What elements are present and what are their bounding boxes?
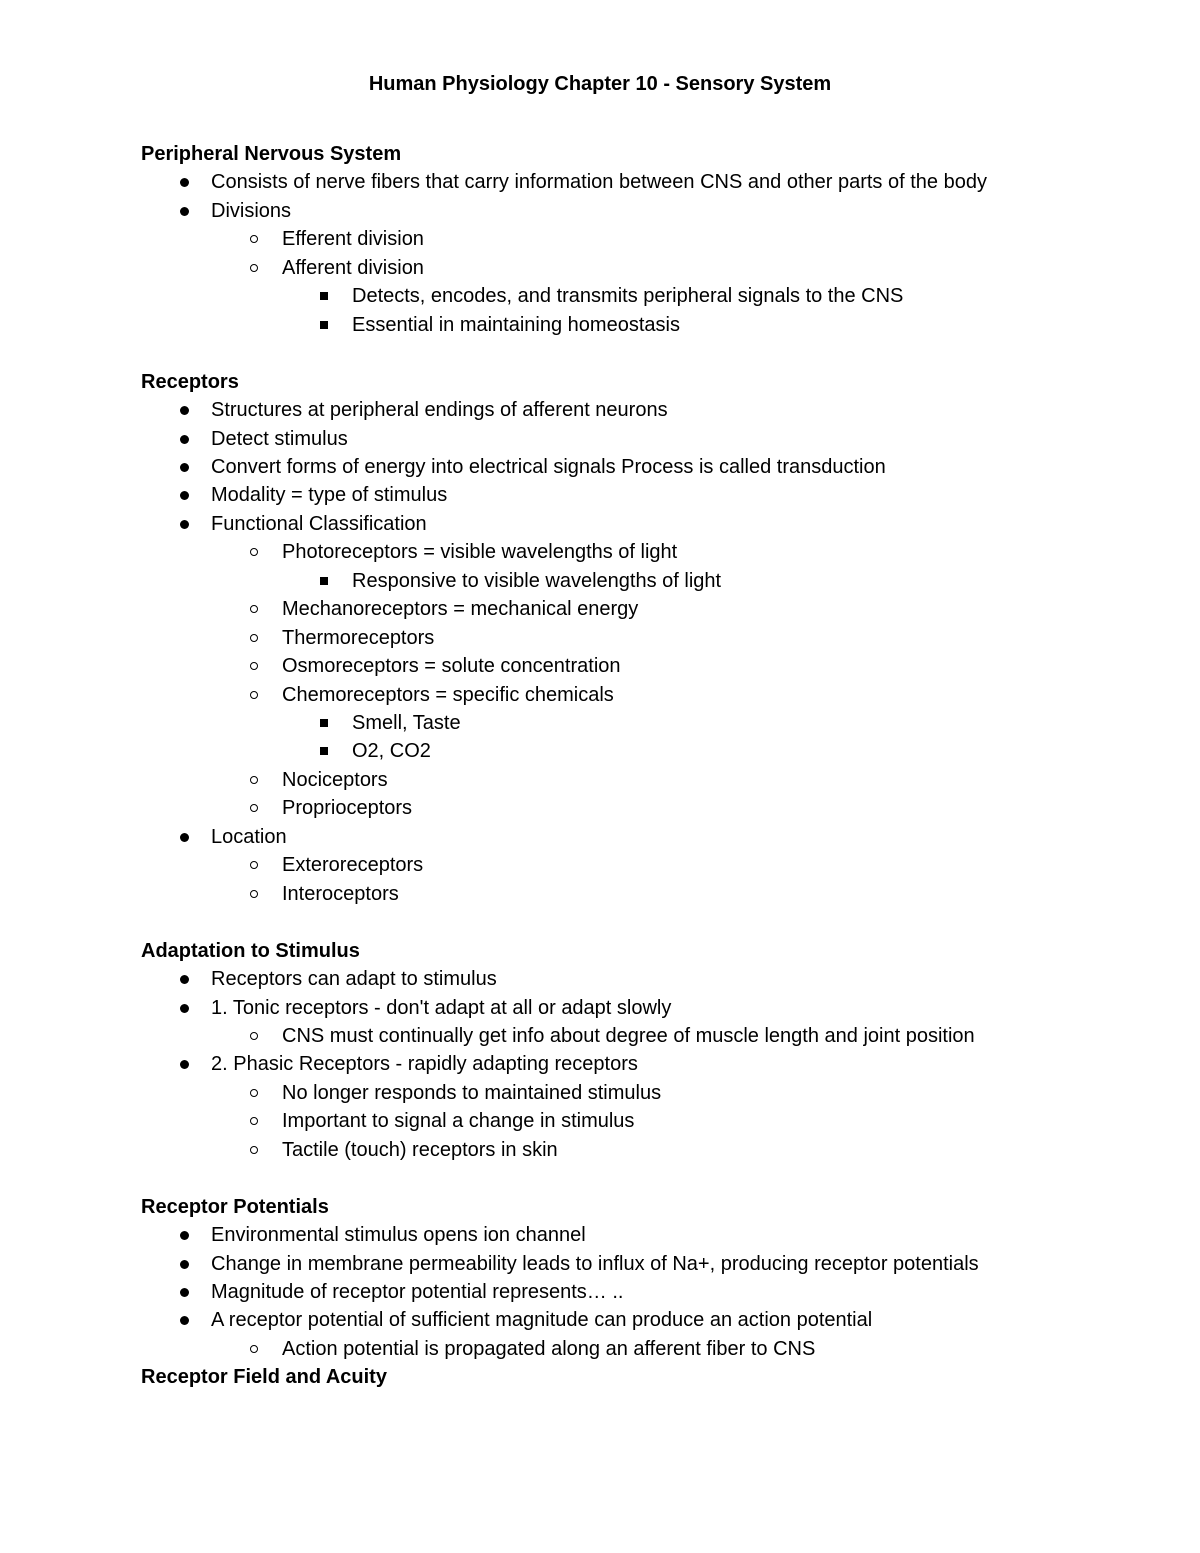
bullet-circle-icon <box>250 1032 258 1040</box>
item-text: 1. Tonic receptors - don't adapt at all or adapt slowly <box>211 997 672 1019</box>
bullet-circle-icon <box>250 804 258 812</box>
item-text: Divisions <box>211 200 292 222</box>
item-text: O2, CO2 <box>352 740 431 762</box>
item-text: Structures at peripheral endings of afferent neurons <box>211 399 668 421</box>
item-text: Thermoreceptors <box>282 627 435 649</box>
bullet-dot-icon <box>180 1231 189 1240</box>
item-text: Magnitude of receptor potential represents… .. <box>211 1281 624 1303</box>
bullet-circle-icon <box>250 235 258 243</box>
bullet-dot-icon <box>180 435 189 444</box>
item-text: CNS must continually get info about degree of muscle length and joint position <box>282 1025 975 1047</box>
bullet-square-icon <box>320 321 328 329</box>
bullet-dot-icon <box>180 406 189 415</box>
item-text: Modality = type of stimulus <box>211 484 448 506</box>
bullet-circle-icon <box>250 264 258 272</box>
item-text: Efferent division <box>282 228 424 250</box>
item-text: Tactile (touch) receptors in skin <box>282 1139 558 1161</box>
item-text: Action potential is propagated along an afferent fiber to CNS <box>282 1338 816 1360</box>
item-text: Change in membrane permeability leads to influx of Na+, producing receptor potentials <box>211 1253 979 1275</box>
bullet-square-icon <box>320 719 328 727</box>
heading-text: Adaptation to Stimulus <box>141 940 360 962</box>
item-text: Proprioceptors <box>282 797 413 819</box>
bullet-dot-icon <box>180 1060 189 1069</box>
item-text: Convert forms of energy into electrical signals Process is called transduction <box>211 456 886 478</box>
bullet-circle-icon <box>250 1345 258 1353</box>
item-text: No longer responds to maintained stimulus <box>282 1082 662 1104</box>
bullet-dot-icon <box>180 207 189 216</box>
heading-text: Receptor Field and Acuity <box>141 1366 387 1388</box>
document-title: Human Physiology Chapter 10 - Sensory System <box>368 73 832 95</box>
bullet-dot-icon <box>180 833 189 842</box>
bullet-dot-icon <box>180 178 189 187</box>
bullet-dot-icon <box>180 975 189 984</box>
bullet-square-icon <box>320 292 328 300</box>
item-text: Environmental stimulus opens ion channel <box>211 1224 586 1246</box>
item-text: Essential in maintaining homeostasis <box>352 314 680 336</box>
item-text: Functional Classification <box>211 513 427 535</box>
item-text: Chemoreceptors = specific chemicals <box>282 684 614 706</box>
bullet-circle-icon <box>250 634 258 642</box>
bullet-dot-icon <box>180 1316 189 1325</box>
item-text: Detects, encodes, and transmits peripheral signals to the CNS <box>352 285 904 307</box>
item-text: Exteroreceptors <box>282 854 424 876</box>
bullet-square-icon <box>320 747 328 755</box>
item-text: Mechanoreceptors = mechanical energy <box>282 598 639 620</box>
item-text: Afferent division <box>282 257 424 279</box>
item-text: Nociceptors <box>282 769 388 791</box>
bullet-dot-icon <box>180 520 189 529</box>
item-text: Consists of nerve fibers that carry information between CNS and other parts of the body <box>211 171 987 193</box>
item-text: Responsive to visible wavelengths of light <box>352 570 722 592</box>
bullet-circle-icon <box>250 1117 258 1125</box>
bullet-dot-icon <box>180 1288 189 1297</box>
item-text: Photoreceptors = visible wavelengths of light <box>282 541 678 563</box>
bullet-dot-icon <box>180 491 189 500</box>
item-text: Detect stimulus <box>211 428 348 450</box>
item-text: Receptors can adapt to stimulus <box>211 968 497 990</box>
item-text: A receptor potential of sufficient magnitude can produce an action potential <box>211 1309 873 1331</box>
bullet-circle-icon <box>250 605 258 613</box>
bullet-circle-icon <box>250 1089 258 1097</box>
bullet-dot-icon <box>180 1004 189 1013</box>
item-text: Osmoreceptors = solute concentration <box>282 655 621 677</box>
bullet-circle-icon <box>250 776 258 784</box>
item-text: Smell, Taste <box>352 712 461 734</box>
item-text: Important to signal a change in stimulus <box>282 1110 635 1132</box>
bullet-circle-icon <box>250 691 258 699</box>
item-text: 2. Phasic Receptors - rapidly adapting receptors <box>211 1053 638 1075</box>
bullet-circle-icon <box>250 890 258 898</box>
bullet-circle-icon <box>250 1146 258 1154</box>
heading-text: Receptors <box>141 371 239 393</box>
item-text: Interoceptors <box>282 883 399 905</box>
bullet-circle-icon <box>250 548 258 556</box>
heading-text: Peripheral Nervous System <box>141 143 402 165</box>
bullet-circle-icon <box>250 861 258 869</box>
heading-text: Receptor Potentials <box>141 1196 329 1218</box>
bullet-square-icon <box>320 577 328 585</box>
item-text: Location <box>211 826 287 848</box>
bullet-dot-icon <box>180 463 189 472</box>
bullet-circle-icon <box>250 662 258 670</box>
bullet-dot-icon <box>180 1260 189 1269</box>
